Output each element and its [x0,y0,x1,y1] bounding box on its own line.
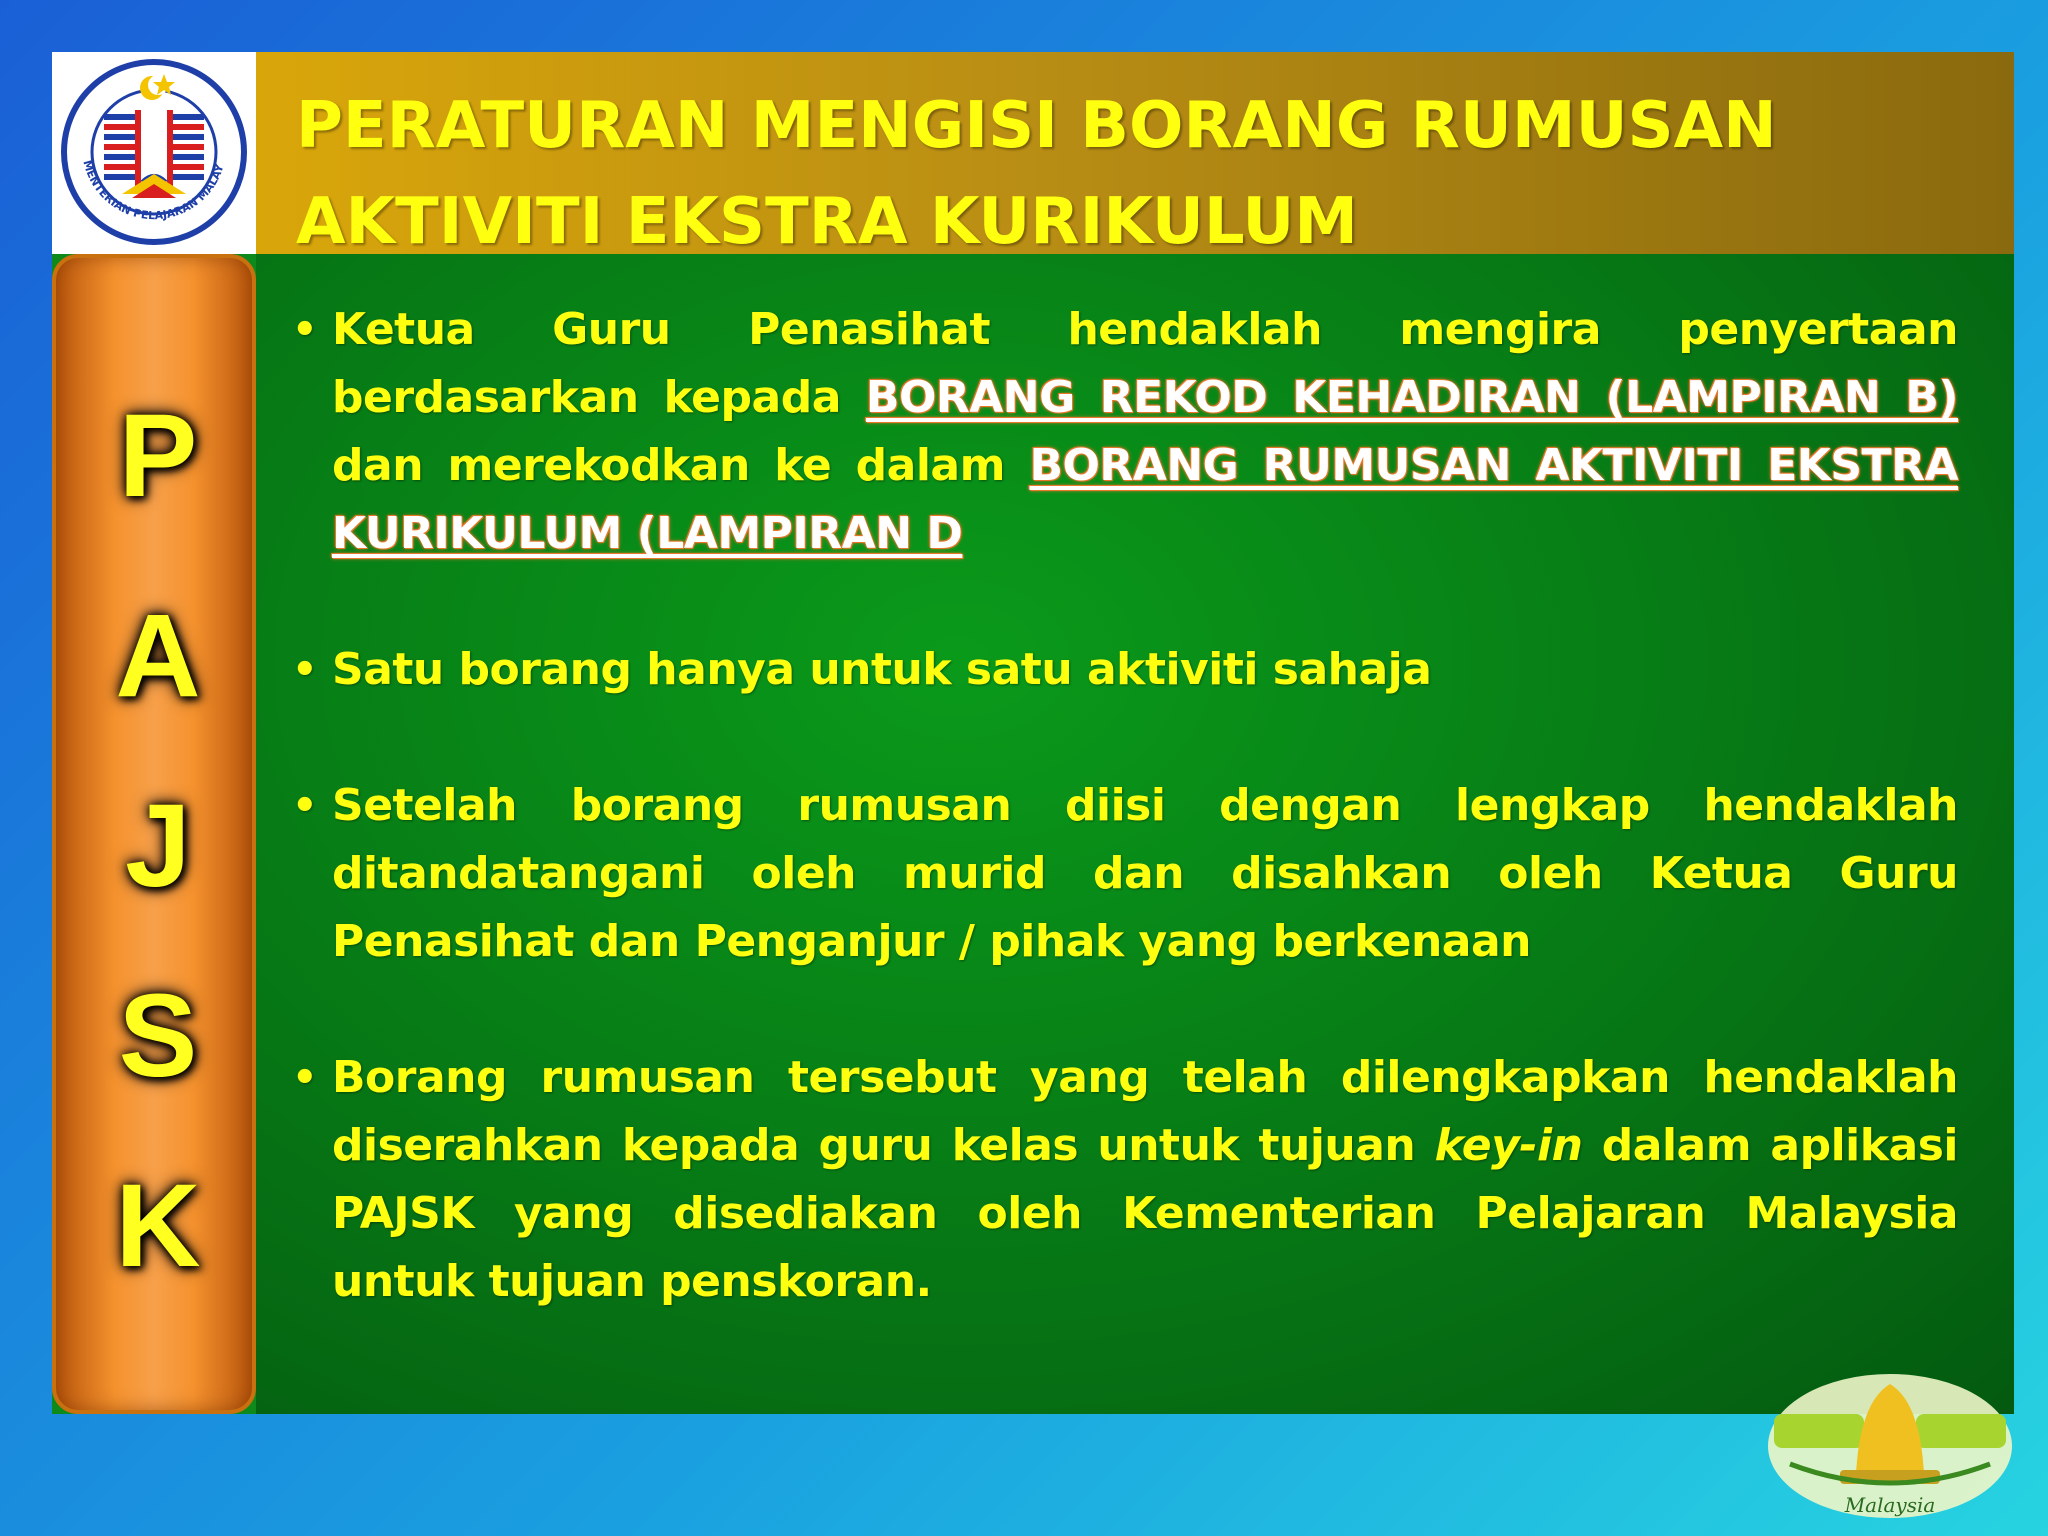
logo-ring-text: MENTERIAN PELAJARAN MALAY [80,158,227,223]
bullet-1-text-b: dan merekodkan ke dalam [332,440,1030,491]
bullet-list [292,296,1958,1384]
side-bar [52,254,256,1414]
bullet-1-text-a: Ketua Guru Penasihat hendaklah mengira penyertaan berdasarkan kepada [332,304,1958,423]
bullet-4-text-a: Borang rumusan tersebut yang telah dilengkapkan hendaklah diserahkan kepada guru kelas untuk tujuan [332,1052,1958,1171]
slide-title [296,78,1986,270]
bullet-4-text-b: dalam aplikasi PAJSK yang disediakan oleh Kementerian Pelajaran Malaysia untuk tujuan penskoran. [332,1120,1958,1307]
slide-title-line-2: AKTIVITI EKSTRA KURIKULUM [296,185,1358,259]
lembaga-emblem [1760,1362,2020,1526]
pill-letter-j: J [125,780,191,912]
slide-title-line-1: PERATURAN MENGISI BORANG RUMUSAN [296,89,1777,163]
emblem-icon [1760,1362,2020,1526]
lampiran-d-reference: BORANG RUMUSAN AKTIVITI EKSTRA KURIKULUM (LAMPIRAN D [332,440,1959,559]
pajsk-pill [52,254,256,1414]
ministry-logo-icon [52,52,256,254]
pill-letter-k: K [115,1160,201,1292]
ministry-logo [52,52,256,254]
bullet-item-1 [292,296,1958,568]
pill-letter-s: S [118,970,198,1102]
key-in-term: key-in [1434,1120,1583,1171]
emblem-caption: Malaysia [1844,1493,1936,1517]
lampiran-b-reference: BORANG REKOD KEHADIRAN (LAMPIRAN B) [865,372,1958,423]
bullet-item-3: • Setelah borang rumusan diisi dengan lengkap hendaklah ditandatangani oleh murid dan disahkan oleh Ketua Guru Penasihat dan Penganjur / pihak yang berkenaan [292,772,1958,976]
bullet-item-2: • Satu borang hanya untuk satu aktiviti sahaja [292,636,1958,704]
pill-letter-a: A [115,590,201,722]
pill-letter-p: P [118,390,198,522]
bullet-item-4 [292,1044,1958,1316]
